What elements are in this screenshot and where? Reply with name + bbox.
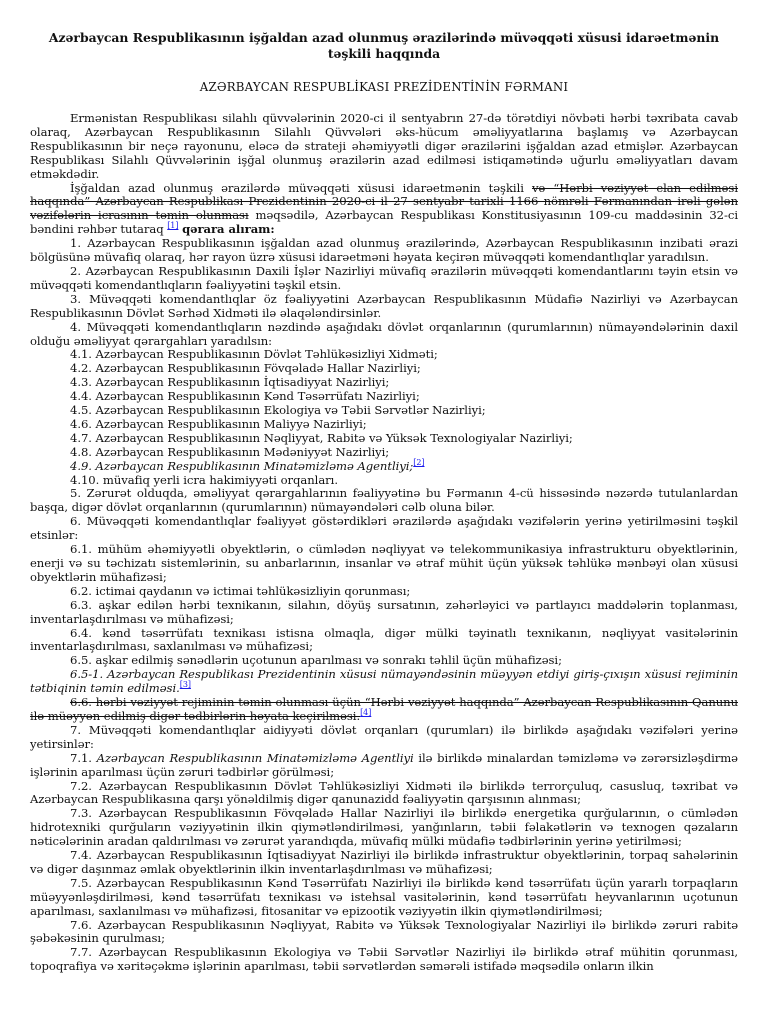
preamble-struck-text: və “Hərbi vəziyyət elan edilməsi haqqında” Azərbaycan Respublikası Prezidentinin 2020-ci il 27 sentyabr tarixli 1166 nömrəli Fərmanından irəli gələn vəzifələrin icrasının təmin olunması [30, 180, 738, 223]
article-7-7: 7.7. Azərbaycan Respublikasının Ekologiya və Təbii Sərvətlər Nazirliyi ilə birlikdə ətraf mühitin qorunması, topoqrafiya və xəritəçəkmə işlərinin aparılması, təbii sərvətlərdən səmərəli istifadə məqsədilə onların ilkin [30, 945, 738, 974]
article-4-4: 4.4. Azərbaycan Respublikasının Kənd Təsərrüfatı Nazirliyi; [70, 389, 420, 404]
article-7-1 [30, 752, 738, 780]
article-7-1-number: 7.1. [70, 750, 97, 765]
article-4-9 [30, 457, 738, 474]
article-6-4: 6.4. kənd təsərrüfatı texnikası istisna olmaqla, digər mülki təyinatlı texnikanın, nəqliyyat vasitələrinin inventarlaşdırılması, saxlanılması və mühafizəsi; [30, 625, 738, 654]
preamble-paragraph-1: Ermənistan Respublikası silahlı qüvvələrinin 2020-ci il sentyabrın 27-də törətdiyi növbəti hərbi təxribata cavab olaraq, Azərbaycan Respublikasının Silahlı Qüvvələri əks-hücum əməliyyatlarına başlamış və Azərbaycan Respublikasının bir neçə rayonunu, eləcə də strateji əhəmiyyətli digər ərazilərini işğaldan azad etmişlər. Azərbaycan Respublikası Silahlı Qüvvələrinin işğal olunmuş ərazilərin azad edilməsi istiqamətində uğurlu əməliyyatları davam etməkdədir. [30, 111, 738, 181]
article-4-1: 4.1. Azərbaycan Respublikasının Dövlət Təhlükəsizliyi Xidməti; [70, 347, 438, 362]
preamble-text-b: məqsədilə, Azərbaycan Respublikası Konstitusiyasının 109-cu maddəsinin 32-ci bəndini rəhbər tutaraq [30, 208, 738, 237]
footnote-link-2[interactable]: [2] [413, 457, 425, 467]
article-7: 7. Müvəqqəti komendantlıqlar aidiyyəti dövlət orqanları (qurumları) ilə birlikdə aşağıdakı vəzifələri yerinə yetirsinlər: [30, 722, 738, 751]
article-4-9-text: 4.9. Azərbaycan Respublikasının Minatəmizləmə Agentliyi; [70, 458, 414, 473]
article-6-6 [30, 696, 738, 724]
article-6-3: 6.3. aşkar edilən hərbi texnikanın, silahın, döyüş sursatının, zəhərləyici və partlayıcı maddələrin toplanması, inventarlaşdırılması və mühafizəsi; [30, 597, 738, 626]
footnote-link-3[interactable]: [3] [179, 680, 191, 690]
preamble-text-a: İşğaldan azad olunmuş ərazilərdə müvəqqəti xüsusi idarəetmənin təşkili [70, 180, 533, 195]
article-7-5: 7.5. Azərbaycan Respublikasının Kənd Təsərrüfatı Nazirliyi ilə birlikdə kənd təsərrüfatı üçün yararlı torpaqların müəyyənləşdirilməsi, kənd təsərrüfatı texnikası və istehsal vasitələrinin, kənd təsərrüfatı heyvanlarının uçotunun aparılması, saxlanılması və mühafizəsi, fitosanitar və epizootik vəziyyətin ilkin qiymətləndirilməsi; [30, 875, 738, 918]
article-2: 2. Azərbaycan Respublikasının Daxili İşlər Nazirliyi müvafiq ərazilərin müvəqqəti komendantlarını təyin etsin və müvəqqəti komendantlıqların fəaliyyətini təşkil etsin. [30, 263, 738, 292]
article-7-1-agency: Azərbaycan Respublikasının Minatəmizləmə Agentliyi [96, 750, 414, 765]
preamble-paragraph-2 [30, 182, 738, 238]
article-6-5-1-text: 6.5-1. Azərbaycan Respublikası Prezidentinin xüsusi nümayəndəsinin müəyyən etdiyi giriş-çıxışın xüsusi rejiminin tətbiqinin təmin edilməsi. [30, 667, 738, 696]
decision-phrase: qərara alıram: [182, 222, 275, 237]
article-6-1: 6.1. mühüm əhəmiyyətli obyektlərin, o cümlədən nəqliyyat və telekommunikasiya infrastrukturu obyektlərinin, enerji və su təchizatı sistemlərinin, su anbarlarının, insanlar və ətraf mühit üçün yüksək təhlükə mənbəyi olan xüsusi obyektlərin mühafizəsi; [30, 542, 738, 584]
article-4-10: 4.10. müvafiq yerli icra hakimiyyəti orqanları. [70, 472, 338, 487]
article-6-5: 6.5. aşkar edilmiş sənədlərin uçotunun aparılması və sonrakı təhlil üçün mühafizəsi; [70, 653, 562, 668]
article-4-2: 4.2. Azərbaycan Respublikasının Fövqəladə Hallar Nazirliyi; [70, 361, 421, 376]
article-6-6-struck-text: 6.6. hərbi vəziyyət rejiminin təmin olunması üçün “Hərbi vəziyyət haqqında” Azərbaycan Respublikasının Qanunu ilə müəyyən edilmiş digər tədbirlərin həyata keçirilməsi. [30, 695, 738, 723]
article-1: 1. Azərbaycan Respublikasının işğaldan azad olunmuş ərazilərində, Azərbaycan Respublikasının inzibati ərazi bölgüsünə müvafiq olaraq, hər rayon üzrə xüsusi idarəetməni həyata keçirən müvəqqəti komendantlıqlar yaradılsın. [30, 236, 738, 265]
article-6: 6. Müvəqqəti komendantlıqlar fəaliyyət göstərdikləri ərazilərdə aşağıdakı vəzifələrin yerinə yetirilməsini təşkil etsinlər: [30, 514, 738, 543]
article-4-8: 4.8. Azərbaycan Respublikasının Mədəniyyət Nazirliyi; [70, 444, 390, 459]
article-4-5: 4.5. Azərbaycan Respublikasının Ekologiya və Təbii Sərvətlər Nazirliyi; [70, 403, 486, 418]
article-7-6: 7.6. Azərbaycan Respublikasının Nəqliyyat, Rabitə və Yüksək Texnologiyalar Nazirliyi ilə birlikdə zəruri rabitə şəbəkəsinin qurulması; [30, 917, 738, 946]
footnote-link-1[interactable]: [1] [167, 221, 179, 231]
article-7-3: 7.3. Azərbaycan Respublikasının Fövqəladə Hallar Nazirliyi ilə birlikdə energetika qurğularının, o cümlədən hidrotexniki qurğuların vəziyyətinin ilkin qiymətləndirilməsi, yanğınların, təbii fəlakətlərin və texnogen qəzaların nəticələrinin aradan qaldırılması və zərurət yarandıqda, müvafiq mülki müdafiə tədbirlərinin yerinə yetirilməsi; [30, 806, 738, 849]
article-6-5-1 [30, 668, 738, 696]
article-5: 5. Zərurət olduqda, əməliyyat qərargahlarının fəaliyyətinə bu Fərmanın 4-cü hissəsində nəzərdə tutulanlardan başqa, digər dövlət orqanlarının (qurumlarının) nümayəndələri cəlb oluna bilər. [30, 486, 738, 515]
article-4: 4. Müvəqqəti komendantlıqların nəzdində aşağıdakı dövlət orqanlarının (qurumlarının) nümayəndələrinin daxil olduğu əməliyyat qərargahları yaradılsın: [30, 319, 738, 348]
article-7-2: 7.2. Azərbaycan Respublikasının Dövlət Təhlükəsizliyi Xidməti ilə birlikdə terrorçuluq, casusluq, təxribat və Azərbaycan Respublikasına qarşı yönəldilmiş digər qanunazidd fəaliyyətin qarşısının alınması; [30, 778, 738, 807]
article-4-6: 4.6. Azərbaycan Respublikasının Maliyyə Nazirliyi; [70, 416, 367, 431]
footnote-link-4[interactable]: [4] [360, 708, 372, 718]
document-subtitle: AZƏRBAYCAN RESPUBLİKASI PREZİDENTİNİN FƏRMANI [199, 80, 569, 94]
article-7-1-text: ilə birlikdə minalardan təmizləmə və zərərsizləşdirmə işlərinin aparılması üçün zəruri tədbirlər görülməsi; [30, 750, 738, 779]
article-7-4: 7.4. Azərbaycan Respublikasının İqtisadiyyat Nazirliyi ilə birlikdə infrastruktur obyektlərinin, torpaq sahələrinin və digər daşınmaz əmlak obyektlərinin ilkin inventarlaşdırılması və mühafizəsi; [30, 848, 738, 876]
document-title: Azərbaycan Respublikasının işğaldan azad olunmuş ərazilərində müvəqqəti xüsusi idarəetmənin təşkili haqqında [48, 30, 720, 61]
article-4-3: 4.3. Azərbaycan Respublikasının İqtisadiyyat Nazirliyi; [70, 375, 390, 390]
article-4-7: 4.7. Azərbaycan Respublikasının Nəqliyyat, Rabitə və Yüksək Texnologiyalar Nazirliyi; [70, 430, 573, 445]
article-3: 3. Müvəqqəti komendantlıqlar öz fəaliyyətini Azərbaycan Respublikasının Müdafiə Nazirliyi və Azərbaycan Respublikasının Dövlət Sərhəd Xidməti ilə əlaqələndirsinlər. [30, 291, 738, 320]
article-6-2: 6.2. ictimai qaydanın və ictimai təhlükəsizliyin qorunması; [70, 583, 411, 598]
